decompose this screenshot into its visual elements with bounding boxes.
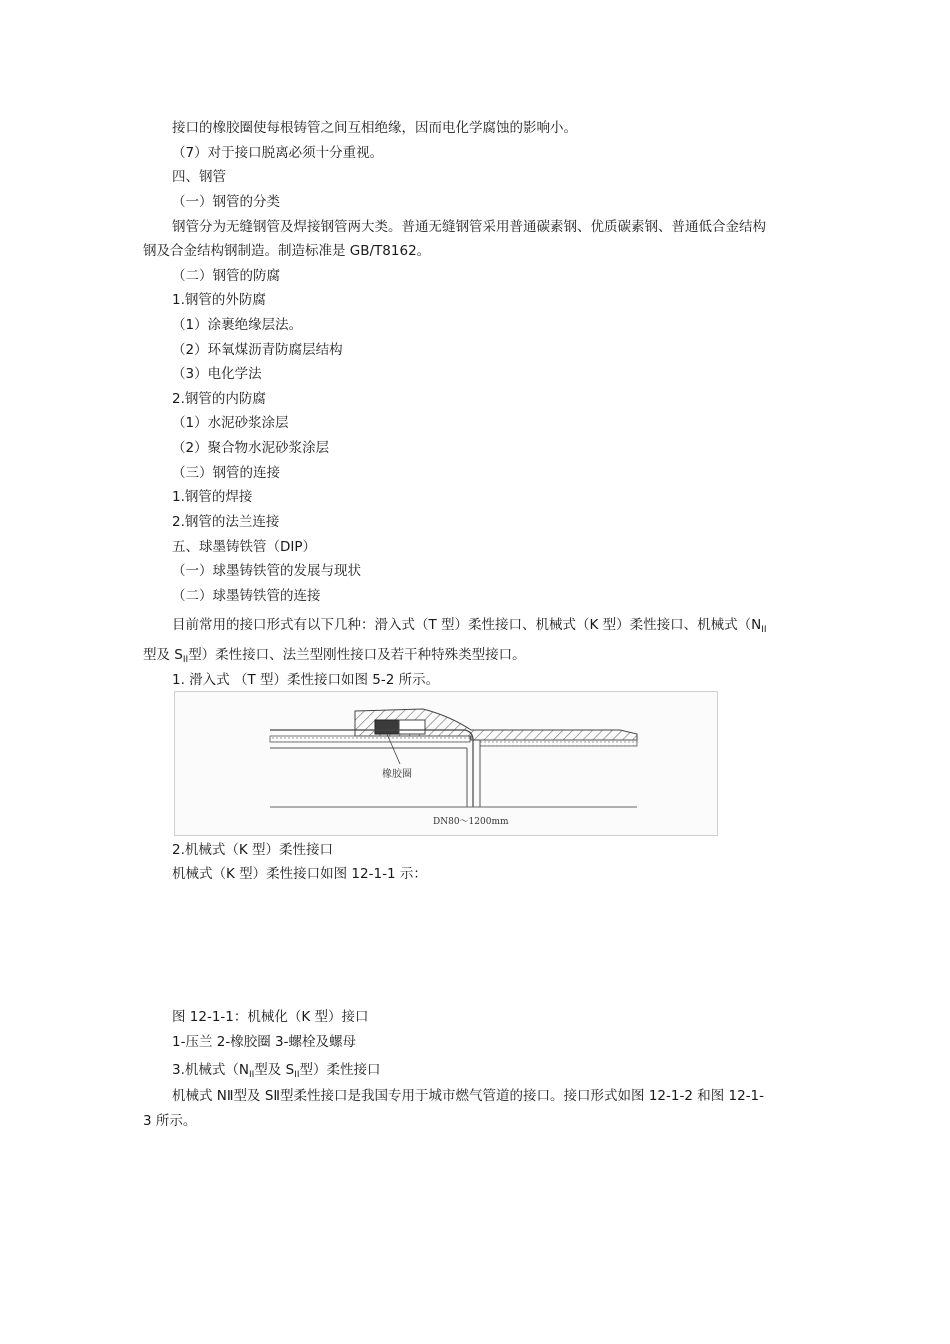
list-item: （2）环氧煤沥青防腐层结构	[172, 342, 343, 358]
paragraph: 钢管分为无缝钢管及焊接钢管两大类。普通无缝钢管采用普通碳素钢、优质碳素钢、普通低合金结构	[172, 219, 766, 235]
list-item: （7）对于接口脱离必须十分重视。	[172, 145, 384, 161]
spigot-wall	[270, 736, 470, 742]
list-heading: 1.钢管的外防腐	[172, 292, 266, 308]
rubber-ring-label: 橡胶圈	[382, 769, 412, 780]
subsection-heading: （二）钢管的防腐	[172, 268, 280, 284]
paragraph-continuation	[143, 646, 526, 664]
paragraph-text: 型）柔性接口、法兰型刚性接口及若干种特殊类型接口。	[188, 647, 526, 663]
list-item: 1.钢管的焊接	[172, 489, 253, 505]
list-heading: 2.机械式（K 型）柔性接口	[172, 842, 334, 858]
subscript: II	[248, 1070, 255, 1080]
list-item: 2.钢管的法兰连接	[172, 514, 280, 530]
dimension-label: DN80～1200mm	[433, 817, 509, 827]
ring-groove	[399, 720, 425, 734]
heading-text: 型）柔性接口	[299, 1062, 381, 1078]
paragraph-continuation: 钢及合金结构钢制造。制造标准是 GB/T8162。	[143, 243, 431, 259]
list-heading: 2.钢管的内防腐	[172, 391, 266, 407]
paragraph	[172, 616, 767, 634]
paragraph: 接口的橡胶圈使每根铸管之间互相绝缘，因而电化学腐蚀的影响小。	[172, 120, 577, 136]
list-item: （2）聚合物水泥砂浆涂层	[172, 440, 330, 456]
subscript: II	[294, 1070, 300, 1080]
list-item: （1）水泥砂浆涂层	[172, 415, 289, 431]
subsection-heading: （二）球墨铸铁管的连接	[172, 588, 321, 604]
paragraph-text: 型及 S	[143, 647, 183, 663]
t-type-joint-figure	[174, 691, 718, 836]
paragraph-text: 目前常用的接口形式有以下几种：滑入式（T 型）柔性接口、机械式（K 型）柔性接口、机械式（N	[172, 617, 762, 633]
heading-text: 型及 S	[254, 1062, 295, 1078]
subscript: II	[761, 625, 767, 635]
list-item: （3）电化学法	[172, 366, 262, 382]
figure-intro: 1. 滑入式 （T 型）柔性接口如图 5-2 所示。	[172, 672, 440, 688]
paragraph-continuation: 3 所示。	[143, 1113, 197, 1129]
figure-caption: 图 12-1-1：机械化（K 型）接口	[172, 1009, 369, 1025]
paragraph: 机械式 NⅡ型及 SⅡ型柔性接口是我国专用于城市燃气管道的接口。接口形式如图 12-1-2 和图 12-1-	[172, 1088, 765, 1104]
subsection-heading: （一）钢管的分类	[172, 194, 280, 210]
subscript: II	[182, 655, 189, 665]
paragraph: 机械式（K 型）柔性接口如图 12-1-1 示：	[172, 866, 427, 882]
rubber-ring-shape	[375, 720, 399, 734]
list-item: （1）涂裹绝缘层法。	[172, 317, 303, 333]
section-heading: 四、钢管	[172, 169, 226, 185]
pipe-wall	[480, 740, 637, 746]
list-heading	[172, 1061, 380, 1079]
figure-legend: 1-压兰 2-橡胶圈 3-螺栓及螺母	[172, 1034, 356, 1050]
t-type-joint-diagram	[175, 692, 717, 835]
subsection-heading: （一）球墨铸铁管的发展与现状	[172, 563, 361, 579]
section-heading: 五、球墨铸铁管（DIP）	[172, 539, 317, 555]
heading-text: 3.机械式（N	[172, 1062, 249, 1078]
subsection-heading: （三）钢管的连接	[172, 465, 280, 481]
